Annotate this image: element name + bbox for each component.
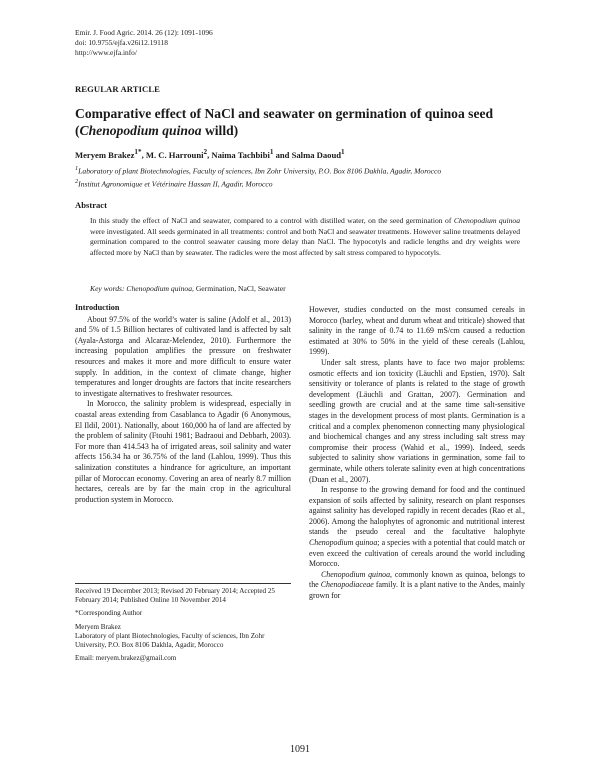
received-dates: Received 19 December 2013; Revised 20 February 2014; Accepted 25 February 2014; Published Online 10 November 2014: [75, 587, 275, 605]
title-line: Comparative effect of NaCl and seawater on germination of quinoa seed: [75, 106, 494, 121]
journal-citation: Emir. J. Food Agric. 2014. 26 (12): 1091-1096: [75, 28, 213, 37]
author-list: [75, 148, 345, 160]
left-column: [75, 303, 291, 505]
affiliation-1: $^1$Laboratory of plant Biotechnologies, Faculty of sciences, Ibn Zohr University, P.O. Box 8106 Dakhla, Agadir, Morocco: [75, 165, 442, 176]
abstract-heading: Abstract: [75, 200, 107, 210]
author-1: Meryem Brakez: [75, 149, 135, 160]
author-2: , M. C. Harrouni: [141, 149, 204, 160]
author-3: , Naima Tachbibi: [207, 149, 270, 160]
right-paragraph-1: However, studies conducted on the most consumed cereals in Morocco (barley, wheat and durum wheat and triticale) showed that salinity in the range of 0.74 to 11.69 mS/cm caused a reduction estimated at 30% to 50% in the yield of these cereals (Lahlou, 1999).: [309, 305, 525, 357]
author-4-sup: 1: [341, 148, 345, 156]
title-species-author: willd): [201, 123, 239, 138]
right-column: [309, 305, 525, 602]
corresponding-name: Meryem Brakez: [75, 622, 121, 631]
author-4: and Salma Daoud: [273, 149, 342, 160]
page-number: 1091: [290, 744, 310, 755]
author-1-sup: 1*: [134, 148, 142, 156]
intro-paragraph-2: In Morocco, the salinity problem is widespread, especially in coastal areas extending from Casablanca to Agadir (6 Anonymous, El Ildil, 2001). Nationally, about 160,000 ha of land are affected by the problem of salinity (Ftouhi 1981; Badraoui and Debbarh, 2003). For more than 414.543 ha of irrigated areas, soil salinity and water affects 156.34 ha or 36.75% of the land (Lahlou, 1999). Thus this salinization constitutes a hindrance for agriculture, an important pillar of Moroccan economy. Covering an area of nearly 8.7 million hectares, cereals are by far the main crop in the agricultural production system in Morocco.: [75, 399, 291, 504]
affiliations: [75, 164, 441, 189]
corresponding-email[interactable]: Email: meryem.brakez@gmail.com: [75, 654, 177, 663]
intro-paragraph-1: About 97.5% of the world’s water is saline (Adolf et al., 2013) and 5% of 1.5 Billion hectares of cultivated land is affected by salt (Ayala-Astorga and Alcaraz-Melendez, 2010). Furthermore the increasing population amplifies the pressure on freshwater resources and makes it more and more difficult to ensure water supply. In addition, in the context of climate change, higher temperatures and longer droughts are factors that incite researchers to investigate alternatives to freshwater resources.: [75, 314, 291, 398]
right-paragraph-4: Chenopodium quinoa, commonly known as quinoa, belongs to the Chenopodiaceae family. It is a plant native to the Andes, mainly grown for: [309, 569, 526, 601]
author-2-sup: 2: [203, 148, 208, 156]
article-type-label: REGULAR ARTICLE: [75, 84, 161, 94]
title-species: Chenopodium quinoa: [79, 123, 202, 138]
keywords: Key words: Chenopodium quinoa, Germination, NaCl, Seawater: [90, 284, 286, 293]
author-3-sup: 1: [269, 148, 274, 156]
affiliation-2: $^2$Institut Agronomique et Vétérinaire Hassan II, Agadir, Morocco: [75, 177, 273, 189]
corresponding-label: *Corresponding Author: [75, 609, 143, 618]
abstract-body: In this study the effect of NaCl and seawater, compared to a control with distilled water, on the seed germination of Chenopodium quinoa were investigated. All seeds germinated in all treatments: control and both NaCl and seawater treatments. However saline treatments delayed germination compared to the control seawater causing more delay than NaCl. The hypocotyls and radicle lengths and dry weights were affected more by NaCl than by seawater. The radicles were the most affected by salt stress compared to hypocotyls.: [90, 216, 520, 257]
introduction-heading: Introduction: [75, 303, 120, 312]
abstract-species: Chenopodium quinoa: [453, 216, 520, 225]
footnote-divider: [75, 583, 291, 584]
keywords-label: Key words:: [90, 284, 127, 293]
journal-metadata: [75, 28, 213, 58]
right-paragraph-3: In response to the growing demand for food and the continued expansion of soils affected by salinity, research on plant responses against salinity has developed rapidly in recent decades (Rao et al., 2006). Among the halophytes of agronomic and nutritional interest stands the pseudo cereal and the facultative halophyte Chenopodium quinoa; a species with a potential that could match or even exceed the cultivation of cereals around the world including Morocco.: [309, 485, 525, 569]
keyword-species: Chenopodium quinoa: [126, 284, 193, 293]
right-paragraph-2: Under salt stress, plants have to face two major problems: osmotic effects and ion toxicity (Läuchli and Epstien, 1970). Salt sensitivity or tolerance of plants is related to the stage of growth development (Läuchli and Grattan, 2007). Germination and seedling growth are crucial and at the same time salt-sensitive stages in the development process of most plants. Germination is a critical and a complex phenomenon connecting many physiological and biochemical changes and any stress including salt stress may compromise their process (Wahid et al., 1999). Indeed, seeds subjected to salinity show variations in germination, some fail to germinate, while others tolerate salinity even at high concentrations (Duan et al., 2007).: [309, 357, 525, 484]
corresponding-address: Laboratory of plant Biotechnologies, Faculty of sciences, Ibn Zohr University, P.O. Box 8106 Dakhla, Agadir, Morocco: [75, 631, 265, 650]
journal-url[interactable]: http://www.ejfa.info/: [75, 48, 137, 57]
paper-title: Comparative effect of NaCl and seawater on germination of quinoa seed (Chenopodium quinoa willd): [75, 106, 494, 138]
doi: doi: 10.9755/ejfa.v26i12.19118: [75, 38, 168, 47]
footnotes: [75, 587, 291, 663]
